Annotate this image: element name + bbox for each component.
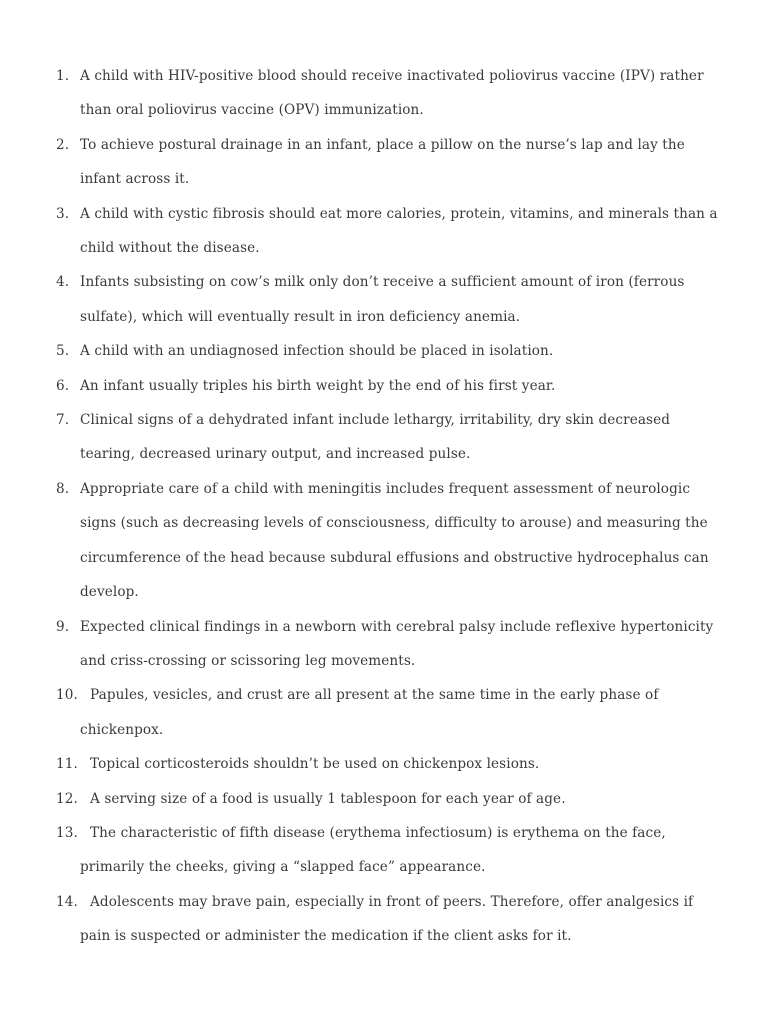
- item-text: Expected clinical findings in a newborn with cerebral palsy include reflexive hypertonicity and criss-crossing or scissoring leg movements.: [80, 618, 714, 669]
- list-item: [56, 334, 724, 368]
- list-item: [56, 472, 724, 610]
- item-number: 14.: [56, 893, 78, 910]
- item-number: 2.: [56, 136, 70, 153]
- item-text: Infants subsisting on cow’s milk only don’t receive a sufficient amount of iron (ferrous sulfate), which will eventually result in iron deficiency anemia.: [80, 274, 685, 325]
- list-item: [56, 610, 724, 679]
- item-number: 10.: [56, 687, 78, 704]
- list-item: [56, 885, 724, 954]
- item-text: A child with cystic fibrosis should eat more calories, protein, vitamins, and minerals than a child without the disease.: [80, 205, 718, 257]
- item-text: Topical corticosteroids shouldn’t be used on chickenpox lesions.: [90, 756, 540, 773]
- list-item: [56, 128, 724, 197]
- item-number: 11.: [56, 756, 78, 773]
- list-item: [56, 265, 724, 334]
- item-number: 3.: [56, 205, 70, 222]
- item-number: 13.: [56, 824, 78, 841]
- item-number: 8.: [56, 480, 70, 497]
- item-number: 7.: [56, 412, 70, 429]
- list-item: [56, 678, 724, 747]
- item-text: To achieve postural drainage in an infant, place a pillow on the nurse’s lap and lay the infant across it.: [80, 136, 685, 188]
- list-item: [56, 59, 724, 128]
- item-text: Clinical signs of a dehydrated infant include lethargy, irritability, dry skin decreased tearing, decreased urinary output, and increased pulse.: [80, 412, 671, 463]
- item-text: A child with an undiagnosed infection should be placed in isolation.: [80, 343, 554, 360]
- item-number: 6.: [56, 377, 70, 394]
- item-text: Papules, vesicles, and crust are all present at the same time in the early phase of chickenpox.: [80, 687, 659, 738]
- list-item: [56, 782, 724, 816]
- item-number: 1.: [56, 68, 70, 84]
- list-item: [56, 816, 724, 885]
- item-text: Appropriate care of a child with meningitis includes frequent assessment of neurologic signs (such as decreasing levels of consciousness, difficulty to arouse) and measuring the circumference of the head because subdural effusions and obstructive hydrocephalus can develop.: [80, 480, 709, 601]
- item-number: 4.: [56, 274, 70, 291]
- item-number: 5.: [56, 343, 70, 360]
- list-item: [56, 369, 724, 403]
- numbered-list: [56, 59, 724, 954]
- item-text: Adolescents may brave pain, especially in front of peers. Therefore, offer analgesics if pain is suspected or administer the medication if the client asks for it.: [80, 893, 694, 945]
- item-number: 9.: [56, 618, 70, 635]
- item-text: An infant usually triples his birth weight by the end of his first year.: [80, 377, 556, 394]
- list-item: [56, 747, 724, 781]
- item-text: A serving size of a food is usually 1 tablespoon for each year of age.: [90, 790, 566, 807]
- item-text: The characteristic of fifth disease (erythema infectiosum) is erythema on the face, primarily the cheeks, giving a “slapped face” appearance.: [80, 824, 666, 876]
- item-number: 12.: [56, 790, 78, 807]
- item-text: A child with HIV-positive blood should receive inactivated poliovirus vaccine (IPV) rather than oral poliovirus vaccine (OPV) immunization.: [80, 68, 704, 119]
- list-item: [56, 197, 724, 266]
- list-item: [56, 403, 724, 472]
